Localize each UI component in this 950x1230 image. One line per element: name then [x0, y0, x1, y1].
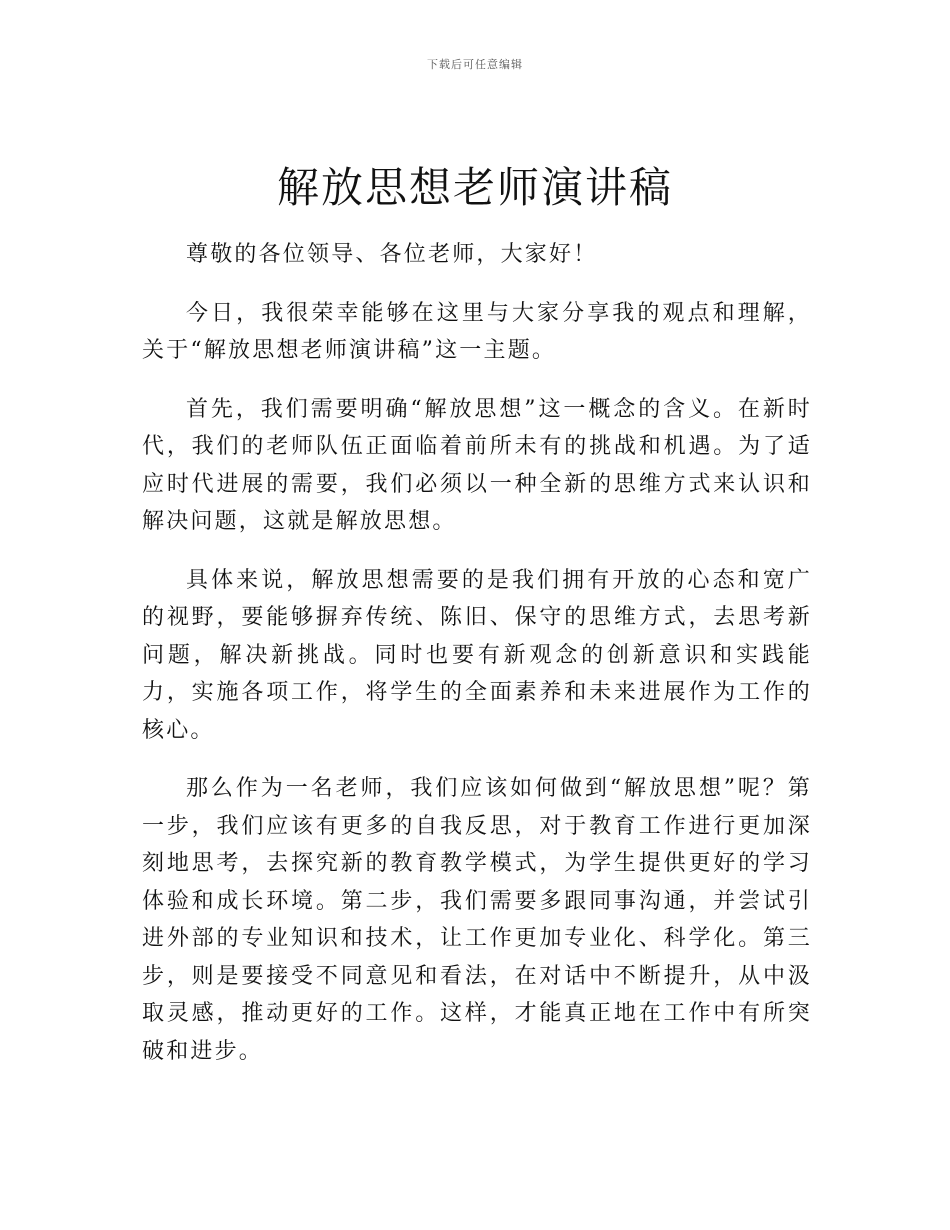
paragraph-specifics: 具体来说，解放思想需要的是我们拥有开放的心态和宽广的视野，要能够摒弃传统、陈旧、保守的思维方式，去思考新问题，解决新挑战。同时也要有新观念的创新意识和实践能力，实施各项工作，将学生的全面素养和未来进展作为工作的核心。 — [142, 567, 812, 743]
document-title: 解放思想老师演讲稿 — [276, 163, 673, 212]
document-body — [142, 236, 812, 1091]
paragraph-steps: 那么作为一名老师，我们应该如何做到“解放思想”呢？第一步，我们应该有更多的自我反思，对于教育工作进行更加深刻地思考，去探究新的教育教学模式，为学生提供更好的学习体验和成长环境。第二步，我们需要多跟同事沟通，并尝试引进外部的专业知识和技术，让工作更加专业化、科学化。第三步，则是要接受不同意见和看法，在对话中不断提升，从中汲取灵感，推动更好的工作。这样，才能真正地在工作中有所突破和进步。 — [142, 776, 812, 1064]
paragraph-definition: 首先，我们需要明确“解放思想”这一概念的含义。在新时代，我们的老师队伍正面临着前所未有的挑战和机遇。为了适应时代进展的需要，我们必须以一种全新的思维方式来认识和解决问题，这就是解放思想。 — [142, 396, 812, 534]
paragraph-intro: 今日，我很荣幸能够在这里与大家分享我的观点和理解，关于“解放思想老师演讲稿”这一主题。 — [142, 300, 812, 363]
paragraph-greeting: 尊敬的各位领导、各位老师，大家好！ — [186, 242, 598, 267]
header-note: 下载后可任意编辑 — [427, 58, 523, 71]
